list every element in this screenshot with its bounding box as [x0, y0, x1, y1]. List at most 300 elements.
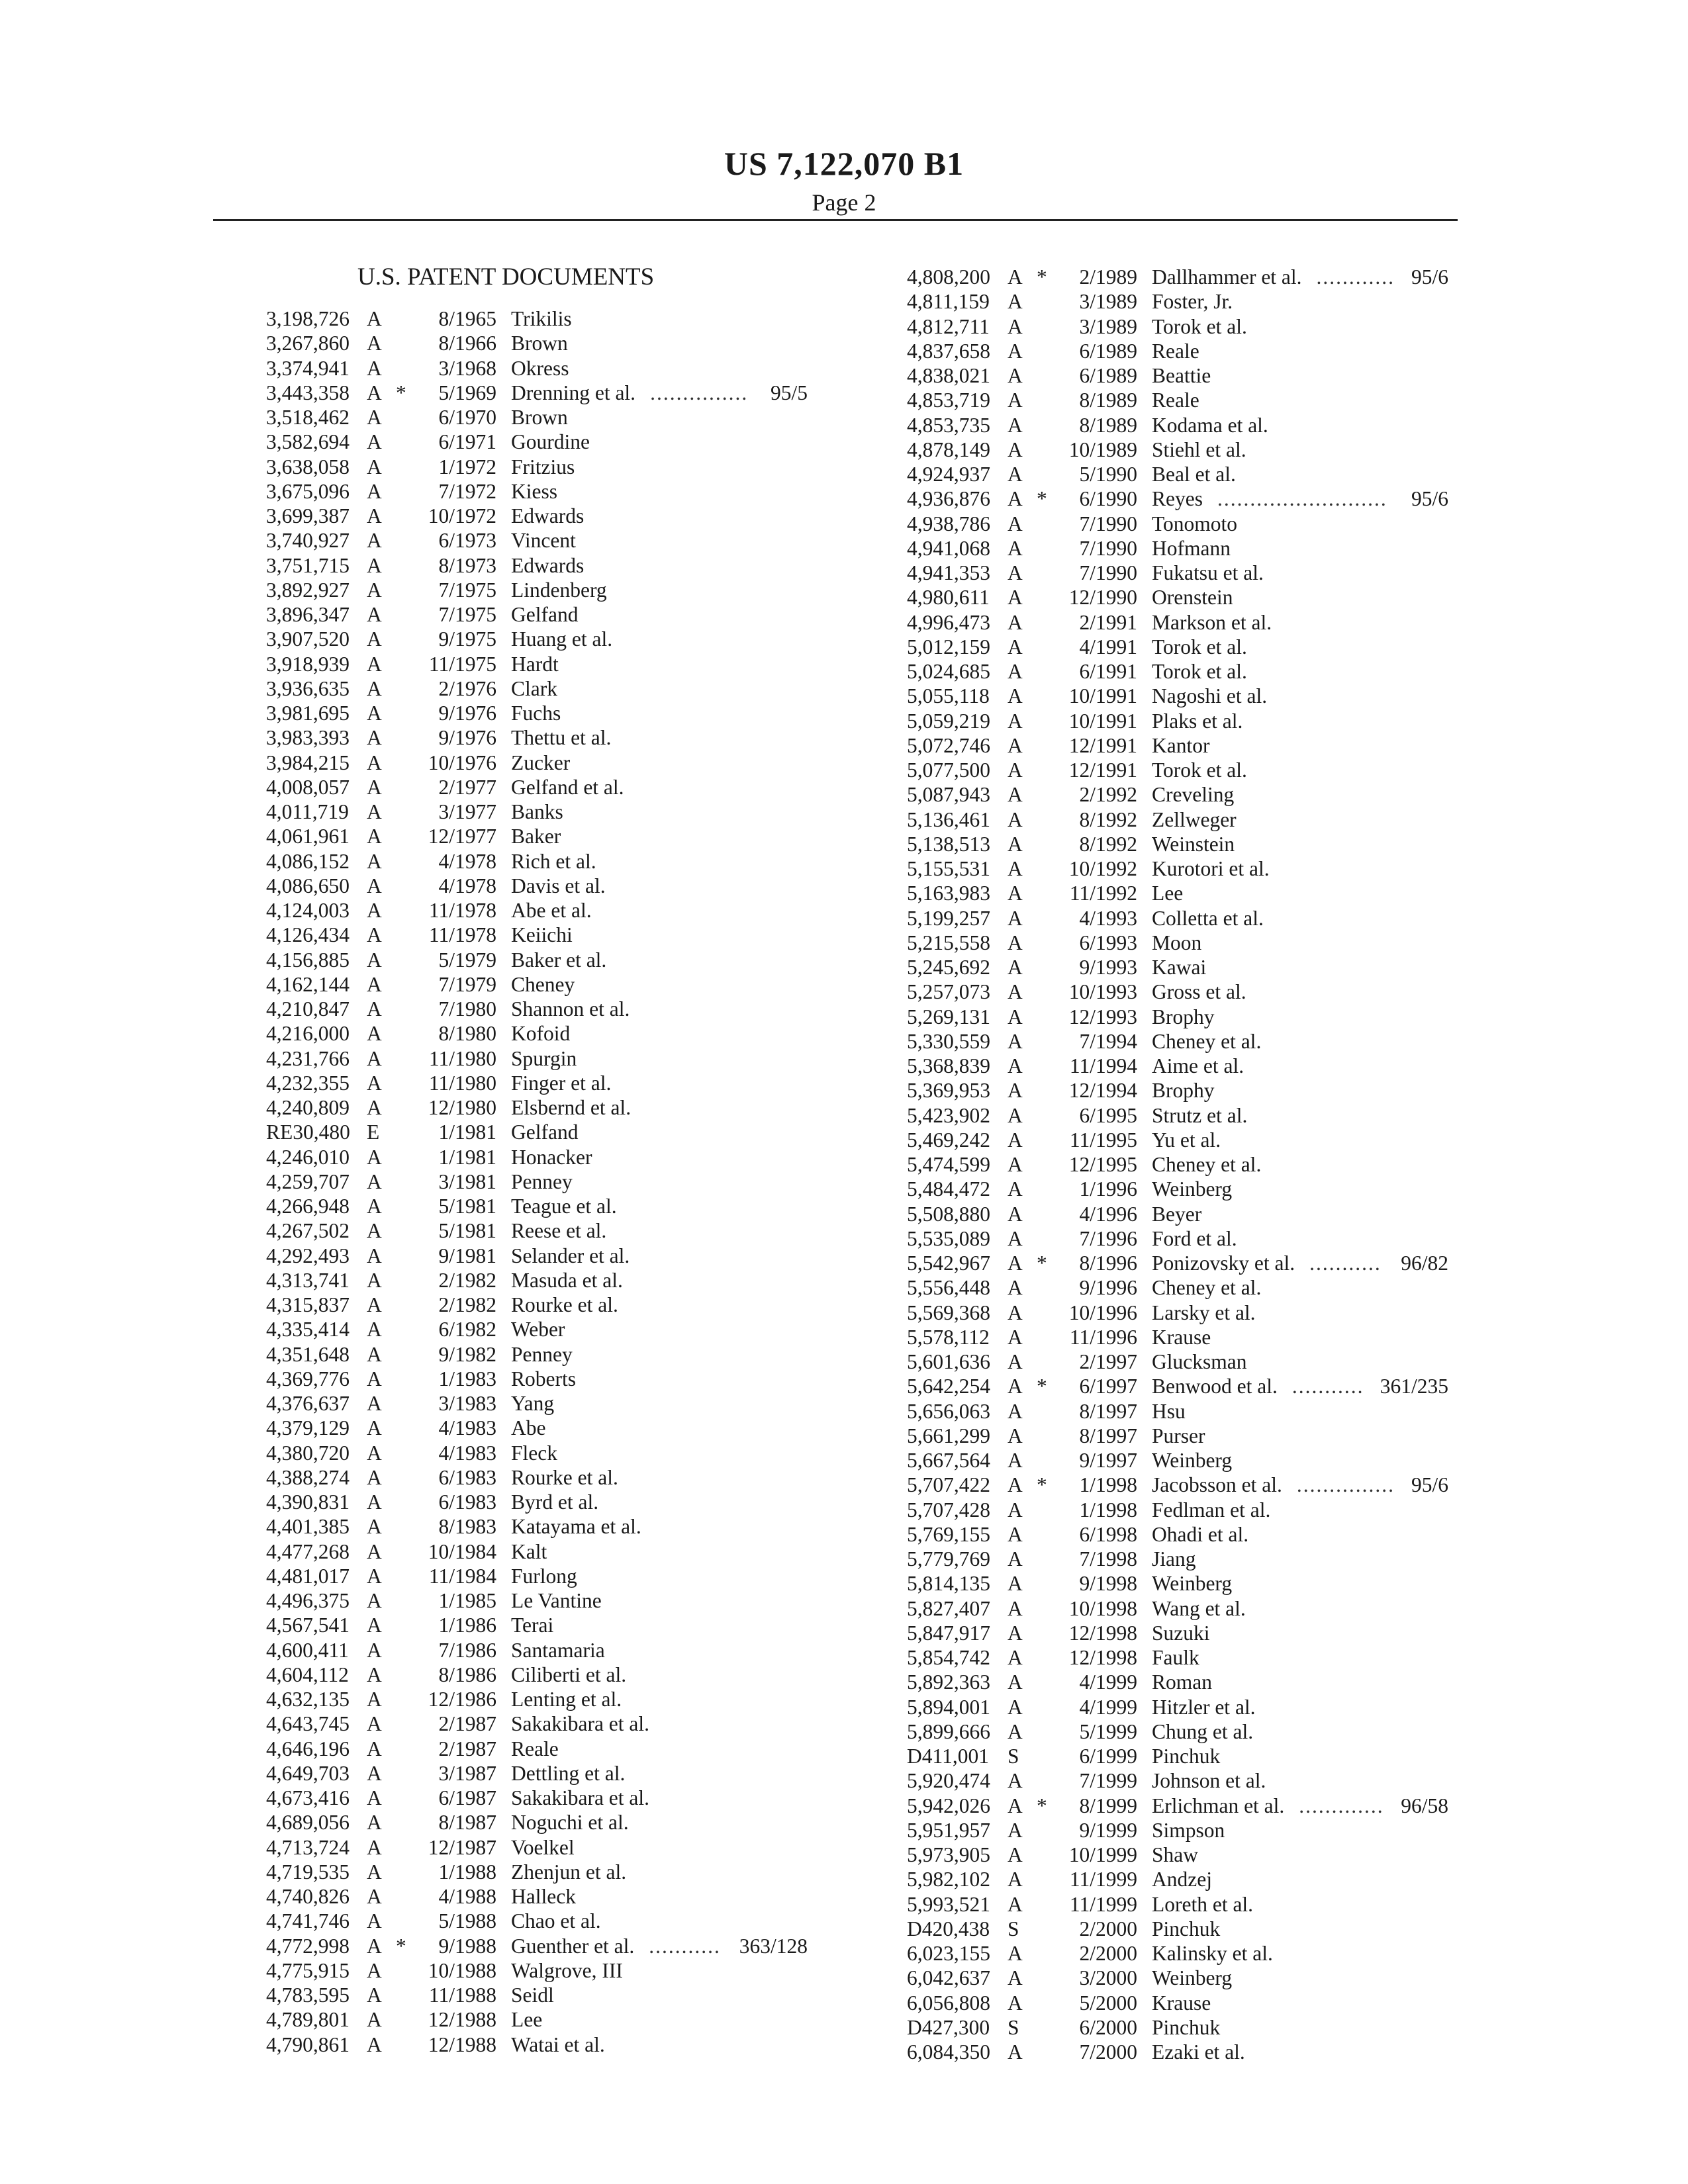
kind-code-cell: A [367, 1860, 382, 1884]
kind-code-cell: A [367, 899, 382, 922]
classification-cell: 95/6 [1411, 487, 1448, 511]
inventor-name-cell [511, 356, 569, 381]
patent-number-cell: 4,632,135 [266, 1688, 350, 1711]
inventor-name: Brophy [1152, 1005, 1215, 1028]
kind-code-cell: A [367, 1416, 382, 1440]
date-cell: 5/1969 [438, 381, 496, 404]
patent-number-cell: 4,388,274 [266, 1465, 350, 1489]
inventor-name-cell [511, 1588, 602, 1613]
classification-cell: 95/5 [770, 381, 808, 404]
examiner-cited-mark: * [1037, 1251, 1047, 1275]
kind-code-cell: A [1008, 561, 1023, 584]
patent-number-cell: 4,210,847 [266, 997, 350, 1021]
kind-code-cell: A [1008, 1892, 1023, 1916]
inventor-name: Kodama et al. [1152, 413, 1268, 437]
patent-number-cell: 4,246,010 [266, 1145, 350, 1169]
date-cell: 8/1983 [438, 1515, 496, 1539]
patent-number-cell: 5,136,461 [907, 807, 990, 831]
inventor-name: Krause [1152, 1325, 1211, 1349]
inventor-name: Foster, Jr. [1152, 290, 1233, 314]
patent-number-cell: 5,474,599 [907, 1153, 990, 1176]
inventor-name-cell [511, 898, 592, 923]
inventor-name-cell [511, 849, 596, 874]
kind-code-cell: A [367, 455, 382, 478]
inventor-name-cell [511, 751, 570, 775]
patent-number-cell: 4,401,385 [266, 1515, 350, 1539]
patent-number-cell: 4,481,017 [266, 1564, 350, 1588]
inventor-name: Davis et al. [511, 874, 606, 897]
kind-code-cell: A [1008, 1325, 1023, 1349]
patent-number-cell: 4,315,837 [266, 1293, 350, 1316]
kind-code-cell: A [367, 1071, 382, 1095]
inventor-name-cell [1152, 881, 1183, 905]
inventor-name: Ezaki et al. [1152, 2040, 1245, 2064]
date-cell: 9/1982 [438, 1342, 496, 1366]
date-cell: 8/1966 [438, 332, 496, 355]
inventor-name: Terai [511, 1614, 554, 1637]
inventor-name: Shannon et al. [511, 997, 630, 1021]
leader-dots: ............... [650, 381, 749, 404]
date-cell: 3/1981 [438, 1169, 496, 1193]
date-cell: 11/1980 [428, 1071, 496, 1095]
patent-number-cell: 4,713,724 [266, 1835, 350, 1859]
kind-code-cell: A [367, 1811, 382, 1835]
patent-number-cell: 5,024,685 [907, 660, 990, 683]
kind-code-cell: A [367, 504, 382, 527]
patent-number-cell: 5,508,880 [907, 1202, 990, 1226]
inventor-name-cell [1152, 1941, 1273, 1966]
patent-number-cell: 3,198,726 [266, 307, 350, 330]
kind-code-cell: A [1008, 512, 1023, 535]
date-cell: 7/1975 [438, 578, 496, 602]
patent-number-cell: 5,215,558 [907, 931, 990, 954]
kind-code-cell: A [1008, 1868, 1023, 1891]
inventor-name: Zellweger [1152, 807, 1237, 831]
date-cell: 10/1996 [1068, 1300, 1137, 1324]
patent-number-cell: 4,790,861 [266, 2032, 350, 2056]
inventor-name: Kalt [511, 1539, 547, 1563]
patent-number-cell: 4,231,766 [266, 1046, 350, 1070]
kind-code-cell: A [1008, 1572, 1023, 1596]
inventor-name-cell [511, 1638, 605, 1662]
examiner-cited-mark: * [1037, 265, 1047, 289]
inventor-name: Loreth et al. [1152, 1892, 1254, 1916]
inventor-name: Tonomoto [1152, 512, 1238, 535]
inventor-name: Abe et al. [511, 899, 592, 922]
kind-code-cell: A [367, 430, 382, 454]
inventor-name-cell [511, 775, 624, 799]
patent-number-cell: 5,368,839 [907, 1054, 990, 1077]
patent-number-cell: 3,638,058 [266, 455, 350, 478]
kind-code-cell: A [1008, 684, 1023, 708]
inventor-name: Masuda et al. [511, 1268, 623, 1292]
date-cell: 2/2000 [1079, 1917, 1137, 1940]
inventor-name: Strutz et al. [1152, 1103, 1248, 1127]
inventor-name-cell [1152, 1547, 1196, 1571]
date-cell: 9/1998 [1079, 1572, 1137, 1596]
inventor-name-cell [511, 1465, 618, 1490]
inventor-name-cell [1152, 536, 1231, 561]
inventor-name-cell [511, 1244, 630, 1268]
kind-code-cell: A [1008, 980, 1023, 1004]
patent-number-cell: 5,993,521 [907, 1892, 990, 1916]
inventor-name: Dettling et al. [511, 1761, 626, 1785]
kind-code-cell: A [367, 1786, 382, 1809]
kind-code-cell: A [367, 553, 382, 577]
date-cell: 8/1989 [1079, 413, 1137, 437]
date-cell: 10/1984 [428, 1539, 496, 1563]
patent-number-cell: 4,673,416 [266, 1786, 350, 1809]
patent-number-cell: 3,374,941 [266, 356, 350, 380]
inventor-name-cell [511, 1835, 575, 1860]
inventor-name: Torok et al. [1152, 635, 1247, 659]
inventor-name-cell [1152, 906, 1264, 931]
inventor-name: Pinchuk [1152, 2015, 1221, 2039]
date-cell: 5/1988 [438, 1909, 496, 1933]
inventor-name: Hardt [511, 652, 559, 676]
patent-number-cell: 4,996,473 [907, 610, 990, 634]
inventor-name-cell [1152, 1571, 1232, 1596]
date-cell: 1/1986 [438, 1614, 496, 1637]
kind-code-cell: A [367, 751, 382, 774]
kind-code-cell: A [1008, 733, 1023, 757]
patent-number-cell: 4,124,003 [266, 899, 350, 922]
patent-number-cell: 5,569,368 [907, 1300, 990, 1324]
inventor-name: Stiehl et al. [1152, 437, 1246, 461]
date-cell: 5/1990 [1079, 463, 1137, 486]
inventor-name: Weinberg [1152, 1177, 1233, 1201]
kind-code-cell: A [367, 1885, 382, 1908]
inventor-name-cell [511, 997, 630, 1021]
patent-number-cell: 4,649,703 [266, 1761, 350, 1785]
inventor-name-cell [1152, 782, 1234, 807]
inventor-name-cell [1152, 1892, 1253, 1917]
date-cell: 4/1978 [438, 874, 496, 897]
kind-code-cell: A [367, 1022, 382, 1046]
kind-code-cell: A [1008, 339, 1023, 363]
inventor-name-cell [511, 1021, 570, 1046]
patent-number-cell: 4,240,809 [266, 1096, 350, 1119]
inventor-name: Cheney et al. [1152, 1029, 1262, 1053]
inventor-name: Aime et al. [1152, 1054, 1244, 1077]
kind-code-cell: A [367, 1293, 382, 1316]
inventor-name: Kurotori et al. [1152, 857, 1270, 880]
kind-code-cell: A [1008, 1054, 1023, 1077]
date-cell: 12/1977 [428, 825, 496, 848]
date-cell: 1/1998 [1079, 1473, 1137, 1497]
inventor-name-cell [1152, 1719, 1253, 1744]
kind-code-cell: A [1008, 931, 1023, 954]
kind-code-cell: A [367, 529, 382, 553]
inventor-name: Yu et al. [1152, 1128, 1221, 1152]
kind-code-cell: A [1008, 1029, 1023, 1053]
inventor-name: Hofmann [1152, 536, 1231, 560]
inventor-name-cell [511, 1490, 598, 1514]
patent-number-cell: 4,390,831 [266, 1490, 350, 1514]
kind-code-cell: A [367, 1614, 382, 1637]
patent-number-cell: 4,086,152 [266, 849, 350, 873]
inventor-name: Seidl [511, 1983, 554, 2007]
inventor-name: Walgrove, III [511, 1958, 623, 1982]
examiner-cited-mark: * [396, 381, 406, 404]
inventor-name-cell [1152, 758, 1247, 782]
kind-code-cell: A [367, 652, 382, 676]
inventor-name-cell [511, 652, 559, 676]
date-cell: 4/1999 [1079, 1670, 1137, 1694]
inventor-name: Moon [1152, 931, 1202, 954]
patent-number-cell: 4,853,735 [907, 413, 990, 437]
inventor-name-cell [1152, 1794, 1284, 1818]
patent-number-cell: 4,878,149 [907, 437, 990, 461]
patent-number-cell: 3,981,695 [266, 702, 350, 725]
date-cell: 7/1972 [438, 479, 496, 503]
date-cell: 2/1989 [1079, 265, 1137, 289]
inventor-name: Reyes [1152, 487, 1203, 511]
kind-code-cell: A [1008, 1103, 1023, 1127]
kind-code-cell: A [367, 1169, 382, 1193]
inventor-name-cell [1152, 1991, 1211, 2015]
date-cell: 3/1977 [438, 800, 496, 823]
date-cell: 1/1996 [1079, 1177, 1137, 1201]
kind-code-cell: A [1008, 290, 1023, 314]
patent-number-cell: 3,675,096 [266, 479, 350, 503]
inventor-name-cell [511, 1737, 559, 1761]
inventor-name-cell [1152, 2015, 1220, 2040]
inventor-name-cell [1152, 1448, 1232, 1473]
patent-number-cell: 5,656,063 [907, 1399, 990, 1423]
inventor-name: Weber [511, 1318, 565, 1342]
patent-number-cell: 5,055,118 [907, 684, 990, 708]
kind-code-cell: A [367, 726, 382, 750]
date-cell: 6/1989 [1079, 364, 1137, 387]
inventor-name: Krause [1152, 1991, 1211, 2015]
date-cell: 5/1999 [1079, 1719, 1137, 1743]
patent-number-cell: 4,646,196 [266, 1737, 350, 1760]
inventor-name-cell [1152, 339, 1199, 363]
kind-code-cell: A [367, 2008, 382, 2032]
inventor-name-cell [1152, 388, 1199, 412]
inventor-name: Purser [1152, 1424, 1205, 1447]
kind-code-cell: A [367, 627, 382, 651]
inventor-name: Pinchuk [1152, 1745, 1221, 1768]
patent-number-cell: 5,827,407 [907, 1596, 990, 1620]
inventor-name: Baker [511, 825, 561, 848]
kind-code-cell: A [367, 578, 382, 602]
inventor-name-cell [1152, 1498, 1270, 1522]
inventor-name-cell [1152, 1226, 1237, 1251]
inventor-name-cell [1152, 1424, 1205, 1448]
kind-code-cell: A [367, 800, 382, 823]
date-cell: 9/1976 [438, 702, 496, 725]
date-cell: 12/1995 [1068, 1153, 1137, 1176]
inventor-name: Weinberg [1152, 1572, 1233, 1596]
date-cell: 9/1997 [1079, 1449, 1137, 1472]
date-cell: 6/1993 [1079, 931, 1137, 954]
patent-number-cell: 5,269,131 [907, 1005, 990, 1028]
inventor-name-cell [1152, 1349, 1246, 1374]
date-cell: 7/1979 [438, 972, 496, 996]
date-cell: 4/1983 [438, 1416, 496, 1440]
inventor-name-cell [511, 972, 575, 997]
kind-code-cell: A [1008, 1177, 1023, 1201]
inventor-name: Jiang [1152, 1547, 1196, 1570]
kind-code-cell: A [367, 1589, 382, 1612]
patent-number-cell: 5,087,943 [907, 783, 990, 807]
patent-number-cell: 5,155,531 [907, 857, 990, 880]
kind-code-cell: A [367, 1318, 382, 1342]
date-cell: 10/1991 [1068, 684, 1137, 708]
inventor-name-cell [511, 701, 561, 725]
inventor-name-cell [511, 1169, 573, 1194]
date-cell: 3/1987 [438, 1761, 496, 1785]
inventor-name-cell [1152, 314, 1247, 339]
inventor-name: Colletta et al. [1152, 906, 1264, 930]
inventor-name: Torok et al. [1152, 758, 1247, 782]
patent-number-cell: 4,775,915 [266, 1958, 350, 1982]
date-cell: 11/1978 [428, 923, 496, 947]
date-cell: 3/1968 [438, 356, 496, 380]
date-cell: 6/1982 [438, 1318, 496, 1342]
inventor-name: Reese et al. [511, 1219, 607, 1243]
kind-code-cell: E [367, 1120, 380, 1144]
patent-number-cell: 4,936,876 [907, 487, 990, 511]
inventor-name: Fleck [511, 1441, 557, 1465]
kind-code-cell: A [1008, 1621, 1023, 1645]
patent-number-cell: 4,267,502 [266, 1219, 350, 1243]
inventor-name-cell [1152, 437, 1246, 462]
patent-number-cell: 5,542,967 [907, 1251, 990, 1275]
kind-code-cell: A [367, 479, 382, 503]
date-cell: 8/1997 [1079, 1399, 1137, 1423]
date-cell: 2/1982 [438, 1293, 496, 1316]
patent-number-cell: 5,779,769 [907, 1547, 990, 1570]
inventor-name-cell [511, 1539, 547, 1564]
inventor-name: Ohadi et al. [1152, 1522, 1249, 1546]
patent-number-cell: 5,484,472 [907, 1177, 990, 1201]
inventor-name: Lindenberg [511, 578, 607, 602]
patent-number-cell: 5,769,155 [907, 1522, 990, 1546]
kind-code-cell: A [1008, 413, 1023, 437]
classification-cell: 363/128 [739, 1934, 808, 1958]
patent-number-cell: 4,941,353 [907, 561, 990, 584]
inventor-name: Orenstein [1152, 586, 1233, 610]
inventor-name-cell [511, 1761, 625, 1786]
date-cell: 12/1988 [428, 2032, 496, 2056]
classification-cell: 95/6 [1411, 1473, 1448, 1497]
patent-number-cell: 5,899,666 [907, 1719, 990, 1743]
patent-number-cell: 5,707,428 [907, 1498, 990, 1522]
inventor-name-cell [511, 799, 563, 824]
patent-number-cell: 4,789,801 [266, 2008, 350, 2032]
kind-code-cell: A [367, 1539, 382, 1563]
date-cell: 8/1973 [438, 553, 496, 577]
date-cell: 9/1999 [1079, 1818, 1137, 1842]
kind-code-cell: A [1008, 1498, 1023, 1522]
kind-code-cell: A [367, 332, 382, 355]
date-cell: 8/1980 [438, 1022, 496, 1046]
kind-code-cell: A [1008, 635, 1023, 659]
kind-code-cell: A [1008, 1128, 1023, 1152]
inventor-name-cell [1152, 610, 1272, 635]
inventor-name-cell [511, 1120, 578, 1144]
inventor-name-cell [511, 1317, 565, 1342]
kind-code-cell: A [367, 1465, 382, 1489]
inventor-name: Faulk [1152, 1646, 1199, 1669]
date-cell: 1/1981 [438, 1145, 496, 1169]
date-cell: 11/1999 [1069, 1868, 1137, 1891]
kind-code-cell: A [1008, 1942, 1023, 1965]
inventor-name-cell [1152, 486, 1203, 511]
date-cell: 10/1993 [1068, 980, 1137, 1004]
kind-code-cell: A [1008, 1079, 1023, 1103]
header-rule [213, 219, 1458, 221]
kind-code-cell: A [1008, 1350, 1023, 1373]
inventor-name-cell [511, 1046, 577, 1071]
inventor-name-cell [511, 1613, 553, 1637]
inventor-name-cell [511, 2032, 605, 2057]
inventor-name: Fritzius [511, 455, 575, 478]
inventor-name: Gross et al. [1152, 980, 1246, 1004]
patent-number-cell: 4,808,200 [907, 265, 990, 289]
inventor-name-cell [1152, 289, 1233, 314]
inventor-name-cell [511, 1909, 601, 1933]
inventor-name-cell [1152, 512, 1237, 536]
kind-code-cell: A [367, 381, 382, 404]
kind-code-cell: A [367, 1688, 382, 1711]
inventor-name: Brown [511, 406, 568, 429]
date-cell: 12/1998 [1068, 1621, 1137, 1645]
kind-code-cell: A [367, 775, 382, 799]
inventor-name: Reale [1152, 339, 1199, 363]
patent-number-cell: 5,535,089 [907, 1226, 990, 1250]
date-cell: 6/1999 [1079, 1745, 1137, 1768]
inventor-name-cell [511, 1860, 626, 1884]
examiner-cited-mark: * [1037, 487, 1047, 511]
kind-code-cell: S [1008, 1745, 1019, 1768]
patent-number-cell: 4,216,000 [266, 1022, 350, 1046]
inventor-name-cell [1152, 733, 1209, 758]
inventor-name-cell [1152, 1177, 1232, 1201]
date-cell: 4/1988 [438, 1885, 496, 1908]
patent-number-cell: 4,741,746 [266, 1909, 350, 1933]
kind-code-cell: A [1008, 388, 1023, 412]
inventor-name-cell [1152, 635, 1247, 659]
patent-number-cell: 4,313,741 [266, 1268, 350, 1292]
kind-code-cell: A [367, 1268, 382, 1292]
kind-code-cell: A [1008, 1226, 1023, 1250]
inventor-name: Gelfand [511, 1120, 579, 1144]
page-label: Page 2 [812, 189, 876, 216]
patent-number-cell: 5,642,254 [907, 1375, 990, 1398]
date-cell: 9/1975 [438, 627, 496, 651]
date-cell: 8/1999 [1079, 1794, 1137, 1817]
date-cell: 12/1988 [428, 2008, 496, 2032]
date-cell: 3/1989 [1079, 290, 1137, 314]
inventor-name-cell [1152, 1596, 1246, 1621]
inventor-name: Lee [1152, 882, 1184, 905]
kind-code-cell: A [367, 1490, 382, 1514]
inventor-name: Elsbernd et al. [511, 1096, 632, 1119]
date-cell: 6/1971 [438, 430, 496, 454]
inventor-name: Chao et al. [511, 1909, 601, 1933]
inventor-name: Penney [511, 1169, 573, 1193]
inventor-name: Ford et al. [1152, 1226, 1237, 1250]
date-cell: 11/1994 [1069, 1054, 1137, 1077]
patent-number-cell: D411,001 [907, 1745, 989, 1768]
date-cell: 3/1983 [438, 1392, 496, 1415]
kind-code-cell: A [367, 972, 382, 996]
inventor-name-cell [1152, 1103, 1247, 1128]
